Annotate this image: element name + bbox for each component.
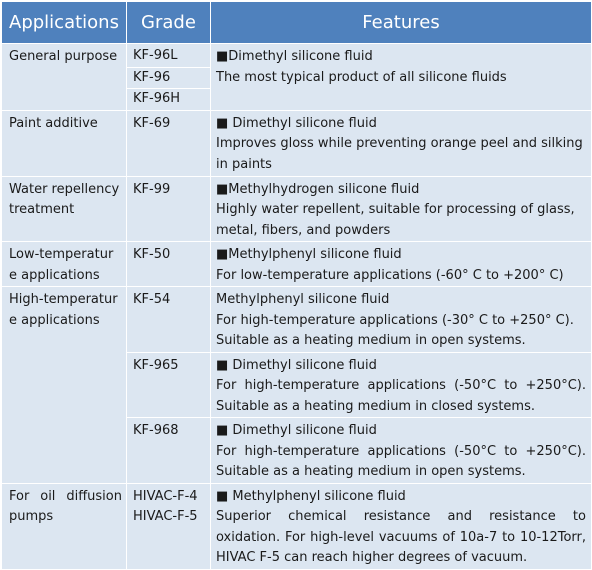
feature-description: For high-temperature applications (-30° C to +250° C). Suitable as a heating medium in open systems. bbox=[216, 312, 574, 348]
application-cell: For oil diffusion pumps bbox=[2, 483, 127, 569]
feature-type: ■Methylphenyl silicone fluid bbox=[216, 247, 402, 262]
grade-cell: KF-50 bbox=[127, 242, 211, 287]
application-cell: Water repellency treatment bbox=[2, 176, 127, 242]
feature-type: ■ Dimethyl silicone fluid bbox=[216, 115, 377, 131]
header-grade: Grade bbox=[127, 2, 211, 44]
table-row bbox=[2, 44, 592, 68]
header-row bbox=[2, 2, 592, 44]
application-cell: General purpose bbox=[2, 44, 127, 111]
features-cell bbox=[211, 287, 592, 353]
application-cell: Low-temperatur e applications bbox=[2, 242, 127, 287]
grade-item: HIVAC-F-4 bbox=[133, 488, 198, 504]
grade-cell: KF-69 bbox=[127, 110, 211, 176]
feature-type: ■ Dimethyl silicone fluid bbox=[216, 357, 377, 373]
feature-description: Superior chemical resistance and resistance to oxidation. For high-level vacuums of 10a-7 to 10-12Torr, HIVAC F-5 can reach higher degrees of vacuum. bbox=[216, 509, 586, 565]
features-cell bbox=[211, 418, 592, 484]
header-features: Features bbox=[211, 2, 592, 44]
application-cell: Paint additive bbox=[2, 110, 127, 176]
features-cell bbox=[211, 352, 592, 418]
grade-cell: KF-99 bbox=[127, 176, 211, 242]
grade-cell: KF-968 bbox=[127, 418, 211, 484]
grade-cell: KF-54 bbox=[127, 287, 211, 353]
feature-type: ■ Dimethyl silicone fluid bbox=[216, 423, 377, 438]
feature-type: ■ Methylphenyl silicone fluid bbox=[216, 488, 406, 504]
features-cell bbox=[211, 483, 592, 569]
table-row bbox=[2, 242, 592, 287]
feature-description: Highly water repellent, suitable for processing of glass, metal, fibers, and powders bbox=[216, 202, 575, 238]
features-cell bbox=[211, 44, 592, 111]
silicone-fluid-table bbox=[1, 1, 592, 570]
application-cell: High-temperatur e applications bbox=[2, 287, 127, 484]
feature-type: ■Methylhydrogen silicone fluid bbox=[216, 181, 420, 197]
features-cell bbox=[211, 176, 592, 242]
feature-type: ■Dimethyl silicone fluid bbox=[216, 49, 373, 64]
features-cell bbox=[211, 242, 592, 287]
features-cell bbox=[211, 110, 592, 176]
grade-cell: KF-96L bbox=[127, 44, 211, 68]
table-row bbox=[2, 483, 592, 569]
header-applications: Applications bbox=[2, 2, 127, 44]
table-row bbox=[2, 176, 592, 242]
table-row bbox=[2, 110, 592, 176]
feature-description: For low-temperature applications (-60° C to +200° C) bbox=[216, 267, 564, 283]
feature-description: Improves gloss while preventing orange peel and silking in paints bbox=[216, 136, 583, 172]
feature-type: Methylphenyl silicone fluid bbox=[216, 292, 390, 307]
grade-cell: KF-96 bbox=[127, 67, 211, 89]
grade-item: HIVAC-F-5 bbox=[133, 509, 198, 524]
grade-cell bbox=[127, 483, 211, 569]
grade-cell: KF-965 bbox=[127, 352, 211, 418]
grade-cell: KF-96H bbox=[127, 89, 211, 111]
table-row bbox=[2, 287, 592, 353]
feature-description: For high-temperature applications (-50°C to +250°C). Suitable as a heating medium in open systems. bbox=[216, 443, 586, 479]
feature-description: The most typical product of all silicone fluids bbox=[216, 69, 507, 85]
feature-description: For high-temperature applications (-50°C to +250°C). Suitable as a heating medium in closed systems. bbox=[216, 378, 586, 414]
